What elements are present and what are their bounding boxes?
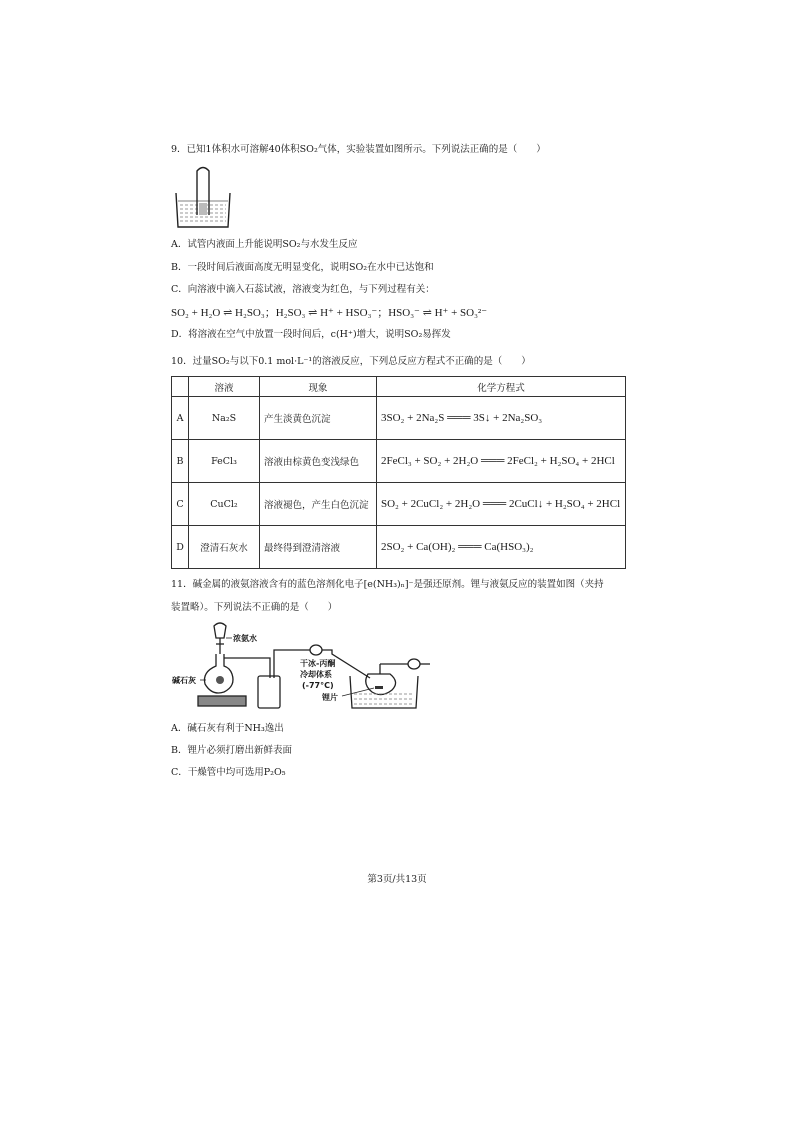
q11-apparatus-figure	[172, 620, 442, 712]
row-phenomenon: 最终得到澄清溶液	[260, 526, 377, 569]
label-lithium: 锂片	[322, 693, 338, 702]
q11-stem-line1: 11．碱金属的液氨溶液含有的蓝色溶剂化电子[e(NH₃)ₙ]⁻是强还原剂。锂与液氨反应的装置如图（夹持	[171, 579, 604, 590]
q10-reaction-table	[171, 376, 626, 569]
table-header-label	[172, 377, 189, 397]
q9-stem: 9．已知1体积水可溶解40体积SO₂气体，实验装置如图所示。下列说法正确的是（ ）	[171, 144, 546, 155]
row-label: A	[172, 397, 189, 440]
q11-option-b: B．锂片必须打磨出新鲜表面	[171, 745, 292, 756]
row-label: D	[172, 526, 189, 569]
table-header-row	[172, 377, 626, 397]
q11-option-c: C．干燥管中均可选用P₂O₅	[171, 767, 286, 778]
label-soda-lime: 碱石灰	[172, 676, 196, 685]
row-label: C	[172, 483, 189, 526]
row-phenomenon: 产生淡黄色沉淀	[260, 397, 377, 440]
q9-apparatus-figure	[172, 163, 234, 231]
table-row	[172, 526, 626, 569]
q9-option-a: A．试管内液面上升能说明SO₂与水发生反应	[171, 239, 358, 250]
row-solution: Na₂S	[189, 397, 260, 440]
row-label: B	[172, 440, 189, 483]
label-cooling-3: (-77°C)	[302, 681, 334, 690]
page-number-footer: 第3页/共13页	[367, 874, 427, 885]
q9-option-c: C．向溶液中滴入石蕊试液，溶液变为红色，与下列过程有关：	[171, 284, 435, 295]
row-phenomenon: 溶液由棕黄色变浅绿色	[260, 440, 377, 483]
q9-option-d: D．将溶液在空气中放置一段时间后，c(H⁺)增大，说明SO₂易挥发	[171, 329, 451, 340]
table-row	[172, 483, 626, 526]
table-header-equation: 化学方程式	[377, 377, 626, 397]
q9-option-b: B．一段时间后液面高度无明显变化，说明SO₂在水中已达饱和	[171, 262, 434, 273]
label-ammonia: 浓氨水	[233, 634, 257, 643]
table-header-solution: 溶液	[189, 377, 260, 397]
row-equation: 2FeCl₃ + SO₂ + 2H₂O ═══ 2FeCl₂ + H₂SO₄ + 2HCl	[377, 440, 626, 483]
row-solution: FeCl₃	[189, 440, 260, 483]
q10-stem: 10．过量SO₂与以下0.1 mol·L⁻¹的溶液反应，下列总反应方程式不正确的是（ ）	[171, 356, 531, 367]
row-equation: 2SO₂ + Ca(OH)₂ ═══ Ca(HSO₃)₂	[377, 526, 626, 569]
table-row	[172, 440, 626, 483]
q11-stem-line2: 装置略）。下列说法不正确的是（ ）	[171, 602, 338, 613]
q9-option-c-equation: SO₂ + H₂O ⇌ H₂SO₃；H₂SO₃ ⇌ H⁺ + HSO₃⁻；HSO₃⁻ ⇌ H⁺ + SO₃²⁻	[171, 307, 488, 319]
row-solution: 澄清石灰水	[189, 526, 260, 569]
table-row	[172, 397, 626, 440]
row-solution: CuCl₂	[189, 483, 260, 526]
row-equation: SO₂ + 2CuCl₂ + 2H₂O ═══ 2CuCl↓ + H₂SO₄ + 2HCl	[377, 483, 626, 526]
label-cooling-1: 干冰-丙酮	[300, 659, 336, 668]
row-equation: 3SO₂ + 2Na₂S ═══ 3S↓ + 2Na₂SO₃	[377, 397, 626, 440]
q11-option-a: A．碱石灰有利于NH₃逸出	[171, 723, 284, 734]
row-phenomenon: 溶液褪色，产生白色沉淀	[260, 483, 377, 526]
table-header-phenomenon: 现象	[260, 377, 377, 397]
label-cooling-2: 冷却体系	[300, 670, 332, 679]
